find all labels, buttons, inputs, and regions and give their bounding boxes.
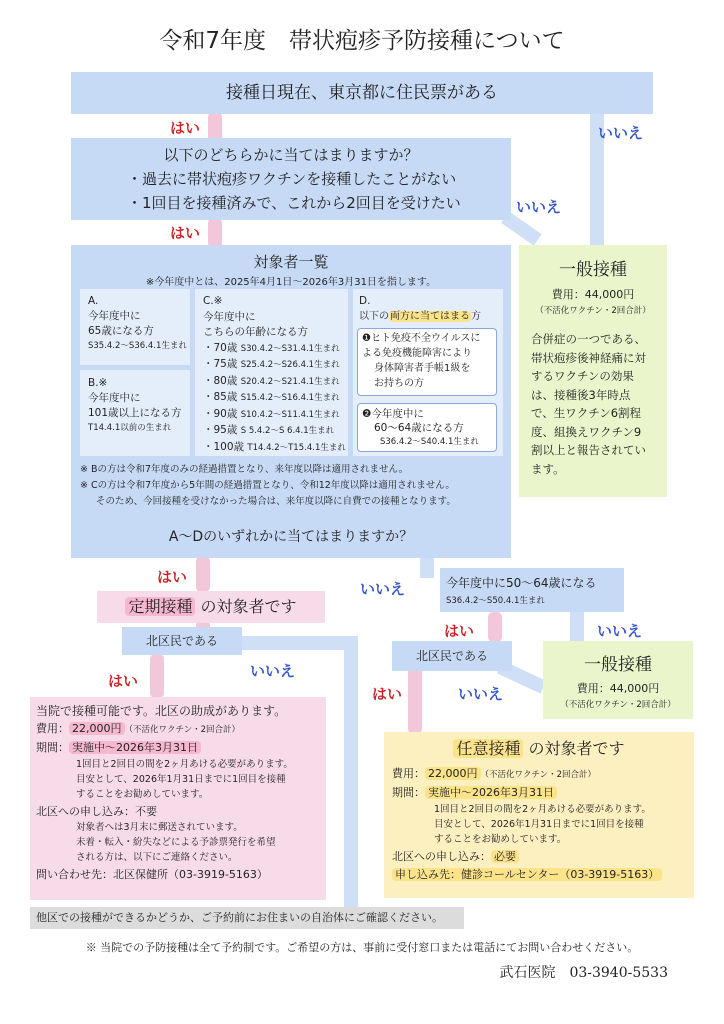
target-c-born: T14.4.2〜T15.4.1生まれ (247, 442, 346, 453)
nini-suffix: の対象者です (523, 739, 625, 758)
target-d2-line: ❷今年度中に (362, 408, 424, 420)
teiki-period-notes (36, 757, 326, 802)
connector-age-kita2 (488, 612, 502, 642)
target-c-age: ・75歳 (203, 358, 238, 370)
target-c-age-row (203, 357, 348, 374)
age-question-box (440, 568, 624, 612)
target-c-age: ・85歳 (203, 391, 238, 403)
target-a-head: A. (88, 295, 99, 307)
target-d1-line: ❶ヒト免疫不全ウイルスに (362, 333, 481, 344)
nini-header (392, 736, 694, 762)
targets-notes (80, 462, 505, 510)
teiki-fee-label: 費用： (36, 722, 69, 735)
teiki-period-note: 1回目と2回目の間を2ヶ月あける必要があります。 (76, 759, 293, 770)
general-1-desc-line: するワクチンの効果 (531, 369, 634, 383)
target-c-age-row (203, 341, 348, 358)
connector-targets-age (420, 556, 434, 578)
nini-period-label: 期間： (392, 786, 425, 799)
teiki-fee-note: （不活化ワクチン・2回合計） (124, 725, 240, 735)
general-1-fee: 費用：44,000円 (551, 288, 635, 301)
nini-fee-note: （不活化ワクチン・2回合計） (480, 770, 596, 780)
target-d1-box (357, 328, 497, 396)
target-d2-line: 60〜64歳になる方 (374, 422, 464, 434)
teiki-apply-note: される方は、以下にご連絡ください。 (76, 852, 238, 863)
teiki-period-row (36, 740, 326, 756)
target-c-line: 今年度中に (203, 310, 256, 323)
target-d1-line: お持ちの方 (374, 378, 424, 389)
nini-apply: 必要 (491, 850, 519, 863)
teiki-apply: 北区への申し込み：不要 (36, 805, 157, 818)
connector-targets-teiki (196, 556, 210, 592)
target-c-age-row (203, 390, 348, 407)
target-c-age: ・70歳 (203, 341, 238, 354)
kita-question-1-text: 北区民である (145, 634, 218, 648)
general-1-note: （不活化ワクチン・2回合計） (535, 306, 651, 316)
teiki-detail-head: 当院で接種可能です。北区の助成があります。 (36, 704, 287, 718)
targets-subtitle: ※今年度中とは、2025年4月1日〜2026年3月31日を指します。 (145, 277, 437, 288)
target-c-born: S30.4.2〜S31.4.1生まれ (240, 343, 340, 354)
target-c-age-row (203, 374, 348, 391)
nini-period-note: することをお勧めしています。 (434, 834, 567, 845)
nini-fee: 22,000円 (425, 767, 481, 780)
q2-item-2: ・1回目を接種済みで、これから2回目を受けたい (127, 194, 461, 212)
target-c-age: ・80歳 (203, 374, 238, 387)
general-1-title: 一般接種 (559, 260, 627, 280)
target-d1-line: 身体障害者手帳1級を (374, 363, 471, 374)
target-b-born: T14.4.1以前の生まれ (88, 423, 172, 433)
target-d-intro-post: 方 (471, 311, 481, 322)
yes-label-age: はい (444, 622, 475, 640)
target-c-line: こちらの年齢になる方 (203, 326, 308, 338)
target-c-born: S 5.4.2〜S 6.4.1生まれ (240, 426, 335, 436)
teiki-apply-notes (36, 820, 326, 865)
no-label-q1: いいえ (598, 124, 644, 142)
general-box-1 (519, 245, 667, 497)
nini-name: 任意接種 (453, 739, 523, 758)
target-c-head: C.※ (203, 295, 223, 307)
targets-title: 対象者一覧 (253, 253, 329, 271)
general-2-fee: 費用：44,000円 (576, 682, 660, 695)
target-a-line: 今年度中に (88, 310, 141, 322)
no-label-kita2: いいえ (458, 685, 504, 703)
teiki-contact: 問い合わせ先：北区保健所（03-3919-5163） (36, 868, 268, 881)
general-1-desc-line: は、接種後3年時点 (531, 387, 631, 402)
target-c-age-row (203, 407, 348, 424)
age-question-text: 今年度中に50〜64歳になる (446, 576, 597, 590)
teiki-detail-box (30, 697, 326, 900)
target-c-age: ・100歳 (203, 440, 245, 453)
target-c-born: S10.4.2〜S11.4.1生まれ (240, 409, 340, 420)
general-1-desc-line: 合併症の一つである、 (531, 332, 646, 346)
nini-fee-label: 費用： (392, 767, 425, 780)
target-a-box (80, 289, 190, 365)
nini-contact: 申し込み先：健診コールセンター（03-3919-5163） (392, 868, 662, 881)
targets-note: ※ Bの方は令和7年度のみの経過措置となり、来年度以降は適用されません。 (80, 464, 409, 475)
connector-q2-targets (208, 218, 222, 248)
target-c-age: ・90歳 (203, 407, 238, 420)
target-c-age: ・95歳 (203, 424, 238, 436)
yes-label-kita1: はい (108, 672, 139, 690)
nini-box (384, 732, 694, 898)
q2-box (71, 138, 511, 220)
nini-period-row (392, 785, 694, 801)
general-1-desc-line: 度、組換えワクチン9 (531, 424, 642, 439)
nini-period-notes (392, 802, 694, 847)
target-d-head: D. (359, 295, 371, 307)
reservation-note: ※ 当院での予防接種は全て予約制です。ご希望の方は、事前に受付窓口または電話にてお問い合わせください。 (85, 941, 639, 954)
teiki-header-box (97, 591, 325, 623)
teiki-suffix: の対象者です (195, 597, 297, 616)
nini-period-note: 目安として、2026年1月31日までに1回目を接種 (434, 819, 644, 830)
target-c-born: S20.4.2〜S21.4.1生まれ (240, 376, 340, 387)
other-ward-text: 他区での接種ができるかどうか、ご予約前にお住まいの自治体にご確認ください。 (36, 911, 443, 924)
connector-kita1-other (238, 636, 358, 650)
target-d2-box (357, 403, 497, 452)
teiki-name: 定期接種 (125, 597, 195, 616)
connector-kita1-detail (150, 654, 164, 698)
q1-text: 接種日現在、東京都に住民票がある (226, 83, 498, 103)
teiki-period-note: することをお勧めしています。 (76, 789, 209, 800)
general-1-desc-line: 帯状疱疹後神経痛に対 (531, 350, 646, 365)
nini-apply-row (392, 849, 694, 865)
target-a-born: S35.4.2〜S36.4.1生まれ (88, 341, 187, 351)
target-d-intro (359, 309, 503, 324)
teiki-apply-note: 未着・転入・紛失などによる予診票発行を希望 (76, 837, 276, 848)
targets-note: ※ Cの方は令和7年度から5年間の経過措置となり、令和12年度以降は適用されません。 (80, 480, 455, 491)
target-a-line: 65歳になる方 (88, 325, 154, 337)
nini-apply-label: 北区への申し込み： (392, 850, 491, 863)
page-title: 令和7年度 帯状疱疹予防接種について (159, 28, 565, 54)
yes-label-kita2: はい (372, 685, 403, 703)
target-b-head: B.※ (88, 377, 108, 389)
general-1-desc-line: ます。 (531, 461, 565, 476)
nini-fee-row (392, 766, 694, 783)
targets-question: A〜Dのいずれかに当てはまりますか？ (168, 529, 414, 545)
nini-period-note: 1回目と2回目の間を2ヶ月あける必要があります。 (434, 804, 651, 815)
general-2-title: 一般接種 (584, 655, 652, 675)
nini-period: 実施中〜2026年3月31日 (425, 786, 557, 799)
no-label-kita1: いいえ (250, 662, 296, 680)
targets-note: そのため、今回接種を受けなかった場合は、来年度以降に自費での接種となります。 (96, 496, 456, 507)
teiki-apply-note: 対象者へは3月末に郵送されています。 (76, 822, 243, 833)
teiki-fee: 22,000円 (69, 722, 125, 735)
target-d-intro-highlight: 両方に当てはまる (390, 311, 470, 322)
no-label-q2: いいえ (516, 198, 562, 216)
q2-title: 以下のどちらかに当てはまりますか？ (163, 146, 419, 164)
teiki-period-label: 期間： (36, 741, 69, 754)
other-ward-box (30, 907, 464, 929)
yes-label-q2: はい (170, 224, 201, 242)
target-c-age-row (203, 423, 348, 440)
target-c-age-row (203, 440, 348, 457)
yes-label-targets: はい (157, 568, 188, 586)
no-label-targets: いいえ (360, 580, 406, 598)
teiki-period: 実施中〜2026年3月31日 (69, 741, 201, 754)
general-2-note: （不活化ワクチン・2回合計） (560, 700, 676, 710)
general-1-desc-line: 割以上と報告されてい (531, 443, 646, 457)
q2-item-1: ・過去に帯状疱疹ワクチンを接種したことがない (127, 170, 457, 188)
age-question-born: S36.4.2〜S50.4.1生まれ (446, 596, 545, 606)
kita-question-box-1 (122, 627, 242, 655)
nini-contact-row (392, 867, 694, 883)
no-label-age: いいえ (597, 622, 643, 640)
teiki-period-note: 目安として、2026年1月31日までに1回目を接種 (76, 774, 286, 785)
kita-question-2-text: 北区民である (415, 649, 488, 663)
connector-kita2-nini (408, 664, 422, 734)
target-c-born: S25.4.2〜S26.4.1生まれ (240, 360, 340, 370)
connector-kita1-other-down (344, 636, 358, 908)
general-box-2 (543, 641, 693, 719)
target-b-box (80, 370, 190, 456)
general-1-desc (531, 330, 667, 478)
general-1-desc-line: で、生ワクチン6割程 (531, 406, 642, 420)
yes-label-q1: はい (170, 119, 201, 137)
target-c-box (195, 289, 348, 456)
kita-question-box-2 (392, 641, 512, 671)
target-d-intro-pre: 以下の (359, 311, 389, 322)
target-b-line: 101歳以上になる方 (88, 407, 182, 419)
target-b-line: 今年度中に (88, 392, 141, 404)
target-d2-born: S36.4.2〜S40.4.1生まれ (380, 437, 479, 447)
target-d1-line: よる免疫機能障害により (362, 348, 472, 359)
clinic-info: 武石医院 03-3940-5533 (499, 965, 668, 981)
q1-box (71, 72, 653, 114)
target-c-born: S15.4.2〜S16.4.1生まれ (240, 393, 340, 403)
teiki-fee-row (36, 721, 326, 738)
